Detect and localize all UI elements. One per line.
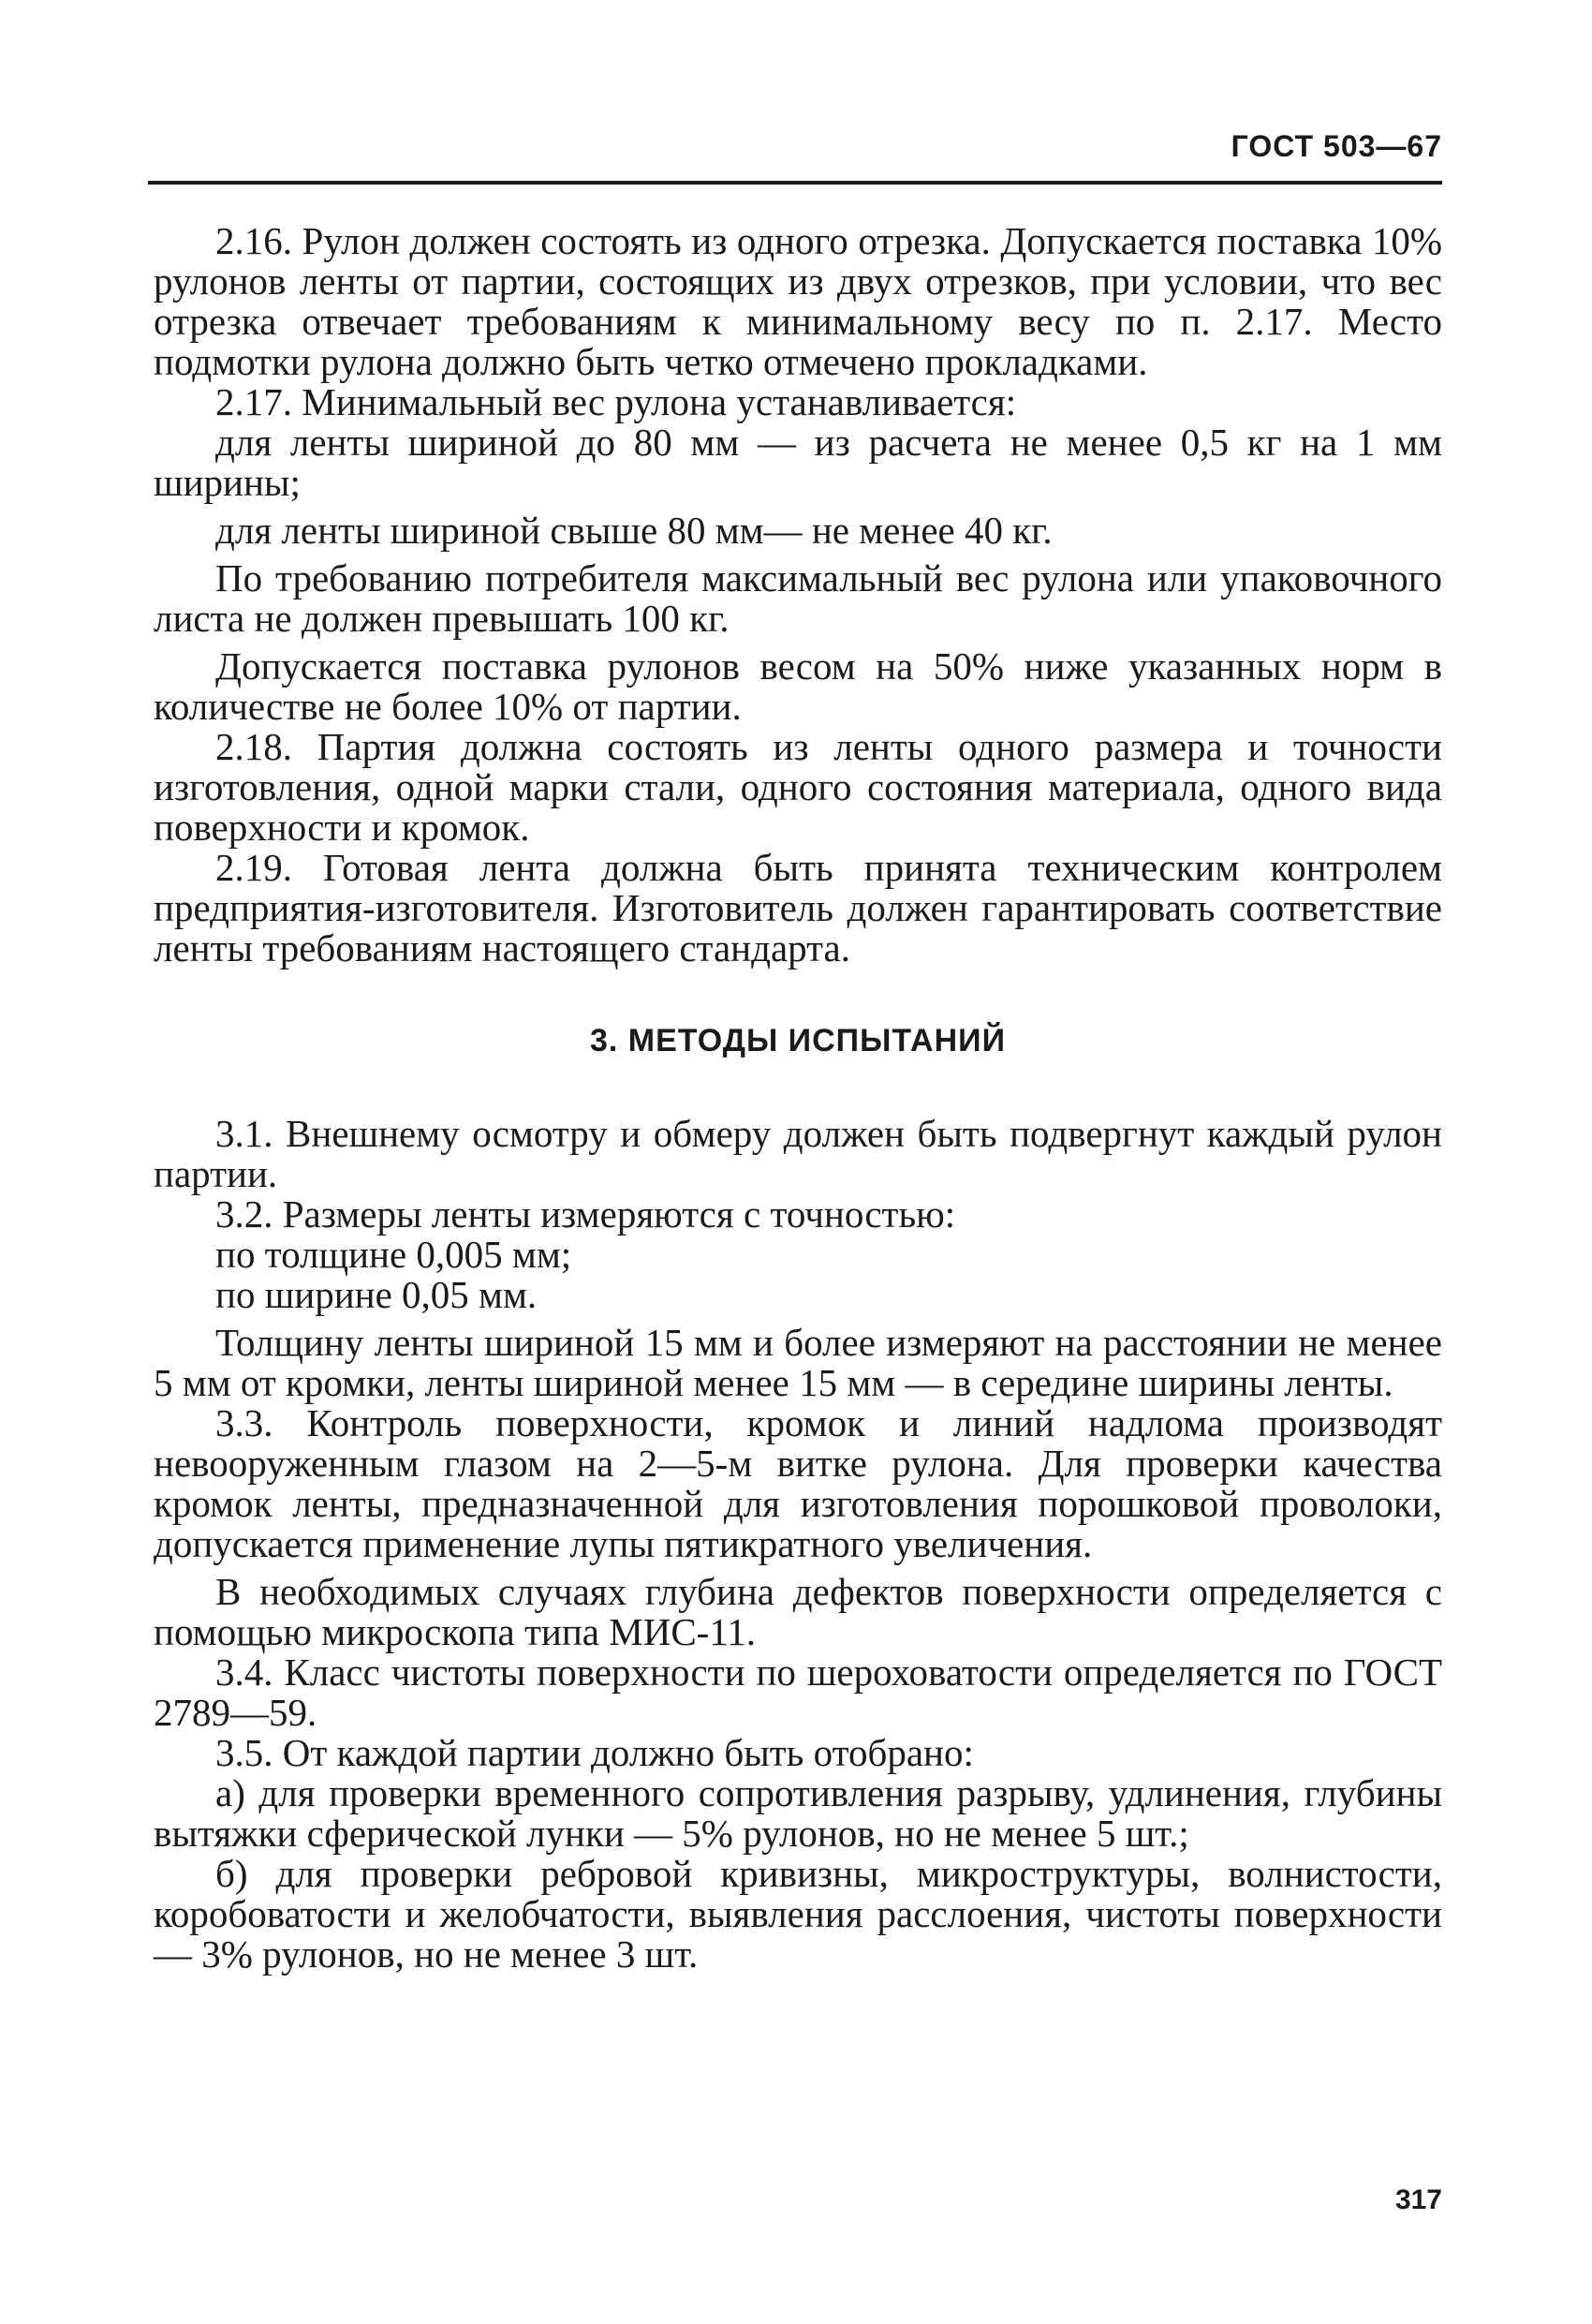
paragraph-3-2-b: по ширине 0,05 мм. xyxy=(215,1273,538,1316)
paragraph-3-2-a: по толщине 0,005 мм; xyxy=(215,1233,572,1276)
paragraph-3-5: 3.5. От каждой партии должно быть отобрано: xyxy=(215,1731,974,1774)
paragraph-2-18: 2.18. Партия должна состоять из ленты одного размера и точности изготовления, одной марки стали, одного состояния материала, одного вида поверхности и кромок. xyxy=(154,725,1442,849)
paragraph-2-16: 2.16. Рулон должен состоять из одного отрезка. Допускается поставка 10% рулонов ленты от партии, состоящих из двух отрезков, при условии, что вес отрезка отвечает требованиям к минимальному весу по п. 2.17. Место подмотки рулона должно быть четко отмечено прокладками. xyxy=(154,219,1442,383)
page-number: 317 xyxy=(1394,2184,1442,2215)
page-body xyxy=(154,221,1442,1975)
paragraph-3-1: 3.1. Внешнему осмотру и обмеру должен быть подвергнут каждый рулон партии. xyxy=(154,1112,1442,1195)
section-title: 3. МЕТОДЫ ИСПЫТАНИЙ xyxy=(590,1023,1006,1058)
standard-header: ГОСТ 503—67 xyxy=(1231,129,1442,163)
paragraph-3-4: 3.4. Класс чистоты поверхности по шероховатости определяется по ГОСТ 2789—59. xyxy=(154,1650,1442,1734)
paragraph-3-5-a: а) для проверки временного сопротивления разрыву, удлинения, глубины вытяжки сферической лунки — 5% рулонов, но не менее 5 шт.; xyxy=(154,1771,1442,1855)
paragraph-2-17-d: Допускается поставка рулонов весом на 50% ниже указанных норм в количестве не более 10% от партии. xyxy=(154,644,1442,728)
paragraph-3-3: 3.3. Контроль поверхности, кромок и линий надлома производят невооруженным глазом на 2—5-м витке рулона. Для проверки качества кромок ленты, предназначенной для изготовления порошковой проволоки, допускается применение лупы пятикратного увеличения. xyxy=(154,1401,1442,1565)
paragraph-3-3-a: В необходимых случаях глубина дефектов поверхности определяется с помощью микроскопа типа МИС-11. xyxy=(154,1570,1442,1653)
header-rule xyxy=(148,181,1442,185)
paragraph-2-19: 2.19. Готовая лента должна быть принята техническим контролем предприятия-изготовителя. Изготовитель должен гарантировать соответствие ленты требованиям настоящего стандарта. xyxy=(154,846,1442,970)
paragraph-2-17-b: для ленты шириной свыше 80 мм— не менее 40 кг. xyxy=(215,509,1053,552)
paragraph-2-17-a: для ленты шириной до 80 мм — из расчета не менее 0,5 кг на 1 мм ширины; xyxy=(154,421,1442,504)
paragraph-3-5-b: б) для проверки ребровой кривизны, микроструктуры, волнистости, коробоватости и желобчатости, выявления расслоения, чистоты поверхности — 3% рулонов, но не менее 3 шт. xyxy=(154,1852,1442,1976)
paragraph-2-17-c: По требованию потребителя максимальный вес рулона или упаковочного листа не должен превышать 100 кг. xyxy=(154,556,1442,640)
paragraph-3-2-c: Толщину ленты шириной 15 мм и более измеряют на расстоянии не менее 5 мм от кромки, ленты шириной менее 15 мм — в середине ширины ленты. xyxy=(154,1321,1442,1404)
paragraph-2-17: 2.17. Минимальный вес рулона устанавливается: xyxy=(215,380,1017,423)
paragraph-3-2: 3.2. Размеры ленты измеряются с точностью: xyxy=(215,1192,956,1236)
